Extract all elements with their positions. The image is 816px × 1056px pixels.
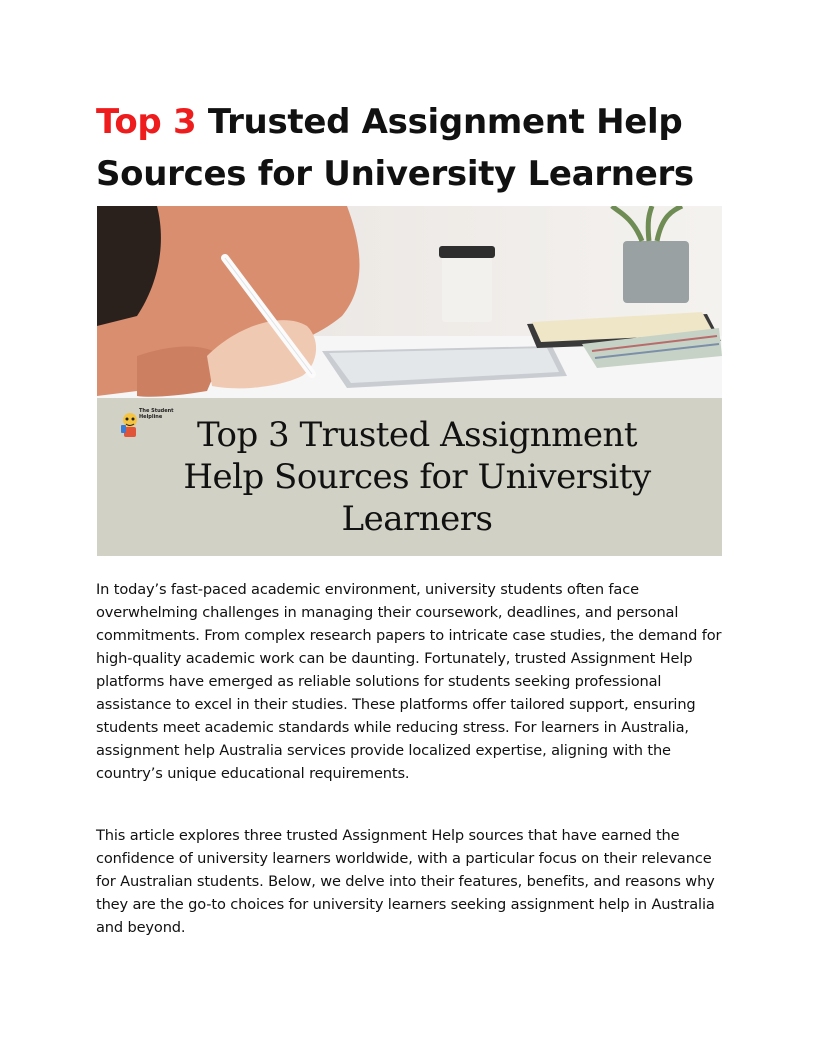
mascot-icon	[119, 410, 141, 440]
hero-banner	[97, 398, 722, 556]
overview-paragraph: This article explores three trusted Assignment Help sources that have earned the confidence of university learners worldwide, with a particular focus on their relevance for Australian students. Below, we delve into their features, benefits, and reasons why they are the go-to choices for university learners seeking assignment help in Australia and beyond.	[96, 827, 715, 936]
title-accent: Top 3	[96, 102, 197, 142]
page-title	[96, 96, 736, 200]
title-rest: Trusted Assignment Help Sources for University Learners	[96, 102, 694, 194]
hero-image	[97, 206, 722, 556]
intro-paragraph: In today’s fast-paced academic environment, university students often face overwhelming challenges in managing their coursework, deadlines, and personal commitments. From complex research papers to intricate case studies, the demand for high-quality academic work can be daunting. Fortunately, trusted Assignment Help platforms have emerged as reliable solutions for students seeking professional assistance to excel in their studies. These platforms offer tailored support, ensuring students meet academic standards while reducing stress. For learners in Australia, assignment help Australia services provide localized expertise, aligning with the country’s unique educational requirements.	[96, 581, 722, 782]
banner-title: Top 3 Trusted Assignment Help Sources for University Learners	[183, 415, 651, 539]
hero-photo-illustration	[97, 206, 722, 406]
logo-text: The Student Helpline	[139, 408, 174, 420]
